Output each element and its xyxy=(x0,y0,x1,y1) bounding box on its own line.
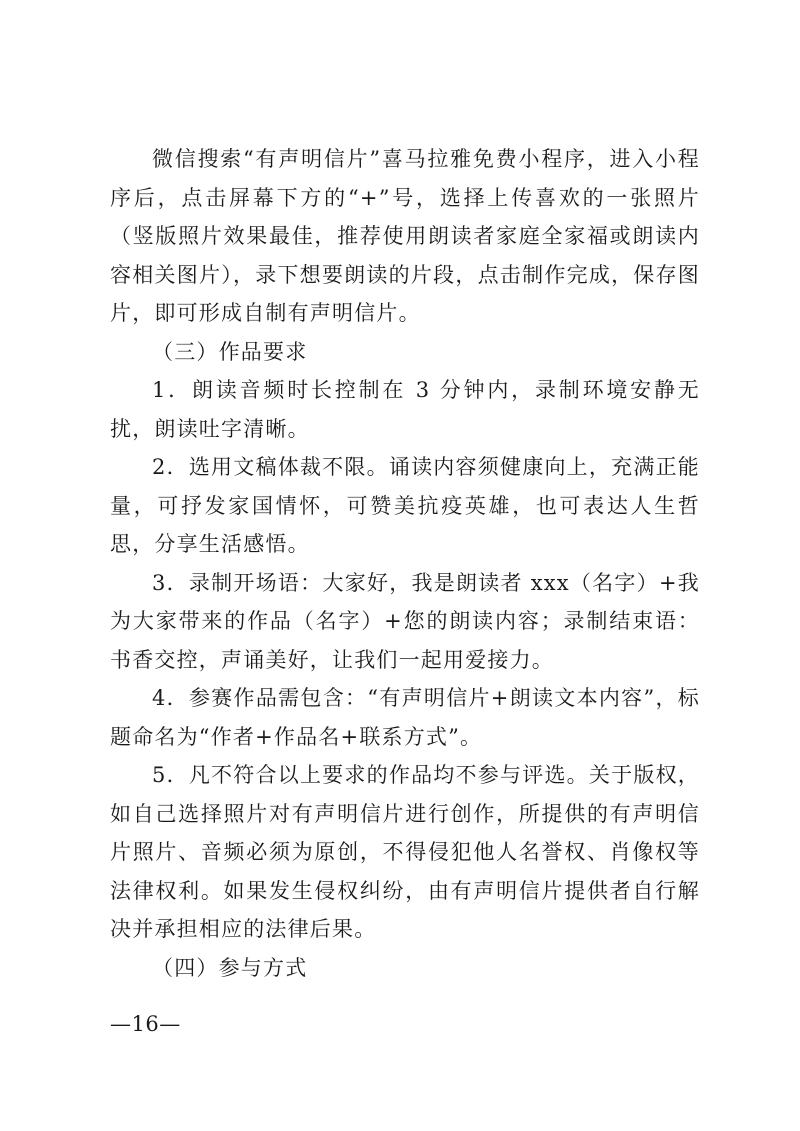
requirement-item-3: 3．录制开场语：大家好，我是朗读者 xxx（名字）+我为大家带来的作品（名字）+您的朗读内容；录制结束语：书香交控，声诵美好，让我们一起用爱接力。 xyxy=(110,570,700,672)
requirement-item-1: 1．朗读音频时长控制在 3 分钟内，录制环境安静无扰，朗读吐字清晰。 xyxy=(110,378,700,441)
requirement-item-5: 5．凡不符合以上要求的作品均不参与评选。关于版权，如自己选择照片对有声明信片进行创作，所提供的有声明信片照片、音频必须为原创，不得侵犯他人名誉权、肖像权等法律权利。如果发生侵权纠纷，由有声明信片提供者自行解决并承担相应的法律后果。 xyxy=(110,763,700,941)
body-text xyxy=(110,140,700,987)
requirement-item-4: 4．参赛作品需包含：“有声明信片+朗读文本内容”，标题命名为“作者+作品名+联系方式”。 xyxy=(110,686,700,749)
requirement-item-2: 2．选用文稿体裁不限。诵读内容须健康向上，充满正能量，可抒发家国情怀，可赞美抗疫英雄，也可表达人生哲思，分享生活感悟。 xyxy=(110,455,700,556)
page-number: —16— xyxy=(110,1012,181,1036)
section-4-heading: （四）参与方式 xyxy=(152,955,308,980)
intro-paragraph: 微信搜索“有声明信片”喜马拉雅免费小程序，进入小程序后，点击屏幕下方的“+”号，选择上传喜欢的一张照片（竖版照片效果最佳，推荐使用朗读者家庭全家福或朗读内容相关图片），录下想要朗读的片段，点击制作完成，保存图片，即可形成自制有声明信片。 xyxy=(110,147,700,325)
section-3-heading: （三）作品要求 xyxy=(152,339,308,364)
